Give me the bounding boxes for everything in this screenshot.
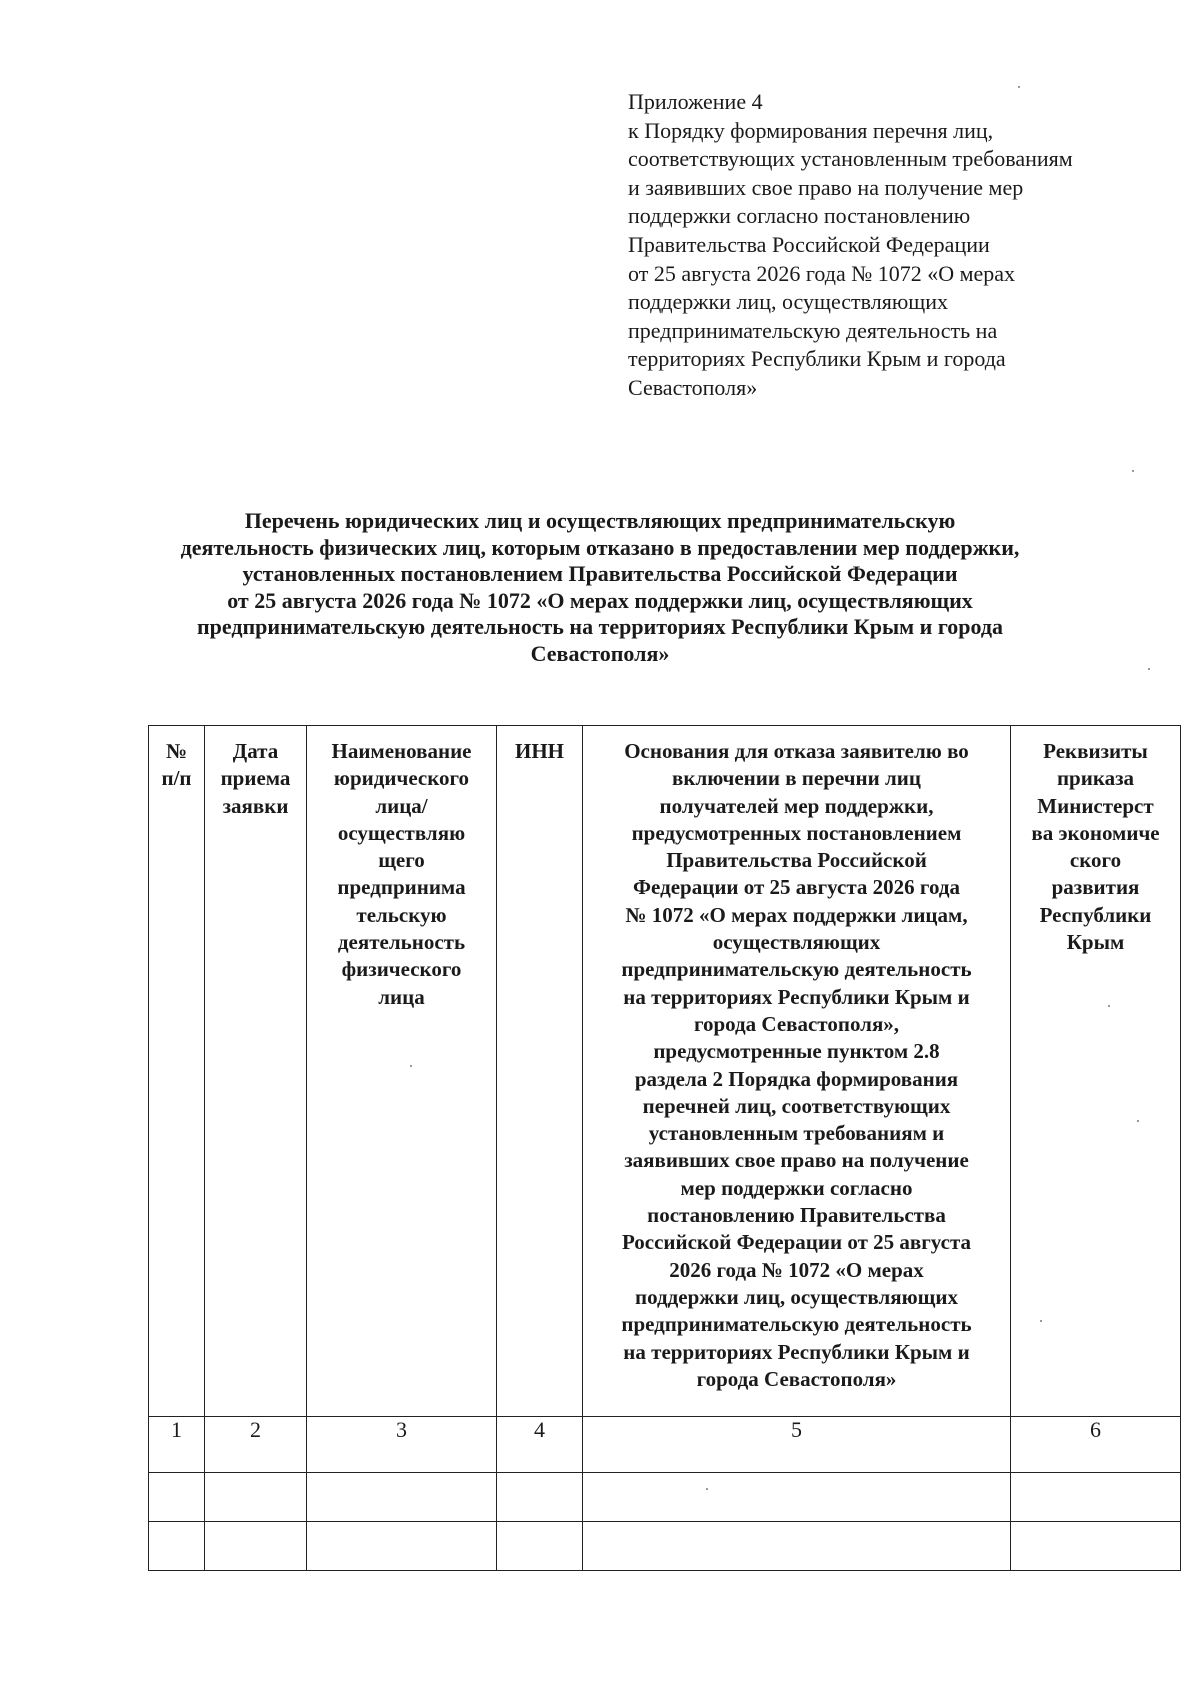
header-text-line: поддержки лиц, осуществляющих [635,1284,958,1309]
table-cell [149,1473,205,1522]
column-number: 5 [583,1417,1011,1473]
scan-speck [706,1488,708,1490]
header-inn [497,726,583,1417]
header-text-line: тельскую [356,902,447,927]
header-text-line: предусмотренных постановлением [631,820,962,845]
header-text-line: осуществляющих [712,930,881,955]
header-text-line: предпринима [337,875,466,900]
table-cell [205,1473,307,1522]
column-number: 4 [497,1417,583,1473]
header-text-line: приема [220,766,291,791]
header-text-line: раздела 2 Порядка формирования [634,1066,959,1091]
scan-speck [1132,470,1134,472]
header-text-line: юридического [333,766,470,791]
appendix-line: от 25 августа 2026 года № 1072 «О мерах [628,260,1016,286]
table-header-row [149,726,1181,1417]
appendix-line: территориях Республики Крым и города [628,346,1006,372]
header-text-line: № 1072 «О мерах поддержки лицам, [625,902,968,927]
appendix-line: и заявивших свое право на получение мер [628,174,1024,200]
header-text-line: получателей мер поддержки, [659,793,934,818]
header-row-number [149,726,205,1417]
header-text-line: лица/ [375,793,428,818]
header-text-line: постановлению Правительства [647,1203,946,1228]
header-text-line: Министерст [1037,793,1154,818]
header-text-line: перечней лиц, соответствующих [642,1093,951,1118]
refusal-list-table [148,725,1181,1571]
table-cell [583,1473,1011,1522]
table-cell [1011,1522,1181,1571]
table-cell [583,1522,1011,1571]
header-refusal-grounds [583,726,1011,1417]
title-line: от 25 августа 2026 года № 1072 «О мерах поддержки лиц, осуществляющих [227,587,973,613]
header-text-line: заявивших свое право на получение [624,1148,969,1173]
header-text-line: мер поддержки согласно [680,1175,913,1200]
header-text-line: города Севастополя», [693,1011,900,1036]
table-row [149,1473,1181,1522]
header-text-line: ва экономиче [1031,820,1160,845]
header-text-line: ИНН [514,739,564,763]
header-text-line: развития [1051,875,1140,900]
header-text-line: ского [1069,848,1122,873]
title-line: предпринимательскую деятельность на территориях Республики Крым и города [196,614,1003,639]
appendix-line: поддержки лиц, осуществляющих [628,289,948,315]
column-number: 6 [1011,1417,1181,1473]
appendix-reference [628,88,1168,403]
header-text-line: Российской Федерации от 25 августа [621,1230,972,1255]
appendix-line: к Порядку формирования перечня лиц, [628,117,994,143]
document-title [150,508,1050,667]
header-text-line: Республики [1039,902,1152,927]
title-line: Севастополя» [530,640,670,666]
table-cell [307,1522,497,1571]
header-text-line: 2026 года № 1072 «О мерах [669,1257,924,1282]
appendix-line: соответствующих установленным требованиям [628,146,1073,172]
column-number-row [149,1417,1181,1473]
header-text-line: предусмотренные пунктом 2.8 [653,1039,940,1064]
header-text-line: Дата [232,739,279,763]
header-entity-name [307,726,497,1417]
scan-speck [1108,1005,1110,1007]
title-line: Перечень юридических лиц и осуществляющих предпринимательскую [244,508,956,533]
table-cell [497,1473,583,1522]
scan-speck [1148,668,1150,670]
header-text-line: Наименование [331,739,472,763]
header-text-line: Федерации от 25 августа 2026 года [633,875,960,900]
scan-speck [1018,86,1020,88]
appendix-line: Правительства Российской Федерации [628,231,990,257]
header-order-details [1011,726,1181,1417]
header-text-line: лица [378,984,425,1009]
header-text-line: предпринимательскую деятельность [621,1312,972,1337]
scan-speck [410,1065,412,1067]
column-number: 3 [307,1417,497,1473]
header-text-line: Основания для отказа заявителю во [624,739,969,763]
header-text-line: Реквизиты [1043,739,1148,763]
table-cell [1011,1473,1181,1522]
header-text-line: предпринимательскую деятельность [621,957,972,982]
scan-speck [1137,1120,1139,1122]
header-text-line: Правительства Российской [666,848,927,873]
header-text-line: физического [341,957,462,982]
header-text-line: заявки [222,793,289,818]
title-line: деятельность физических лиц, которым отказано в предоставлении мер поддержки, [180,534,1020,560]
scan-speck [1040,1320,1042,1322]
header-text-line: включении в перечни лиц [672,766,921,791]
column-number: 2 [205,1417,307,1473]
table-cell [307,1473,497,1522]
table-cell [149,1522,205,1571]
header-text-line: приказа [1056,766,1135,791]
header-text-line: Крым [1066,930,1125,955]
header-text-line: п/п [161,766,192,791]
appendix-line: Приложение 4 [628,89,763,114]
header-text-line: осуществляю [337,820,466,845]
title-line: установленных постановлением Правительства Российской Федерации [242,561,958,586]
header-text-line: щего [378,848,425,873]
appendix-line: поддержки согласно постановлению [628,203,971,229]
appendix-line: предпринимательскую деятельность на [628,317,998,343]
column-number: 1 [149,1417,205,1473]
header-text-line: на территориях Республики Крым и [623,1339,970,1364]
header-text-line: города Севастополя» [696,1366,897,1391]
table-row [149,1522,1181,1571]
table-cell [205,1522,307,1571]
appendix-line: Севастополя» [628,374,758,400]
header-application-date [205,726,307,1417]
header-text-line: установленным требованиям и [648,1121,945,1146]
table-cell [497,1522,583,1571]
header-text-line: на территориях Республики Крым и [623,984,970,1009]
header-text-line: № [165,739,188,763]
header-text-line: деятельность [337,930,466,955]
